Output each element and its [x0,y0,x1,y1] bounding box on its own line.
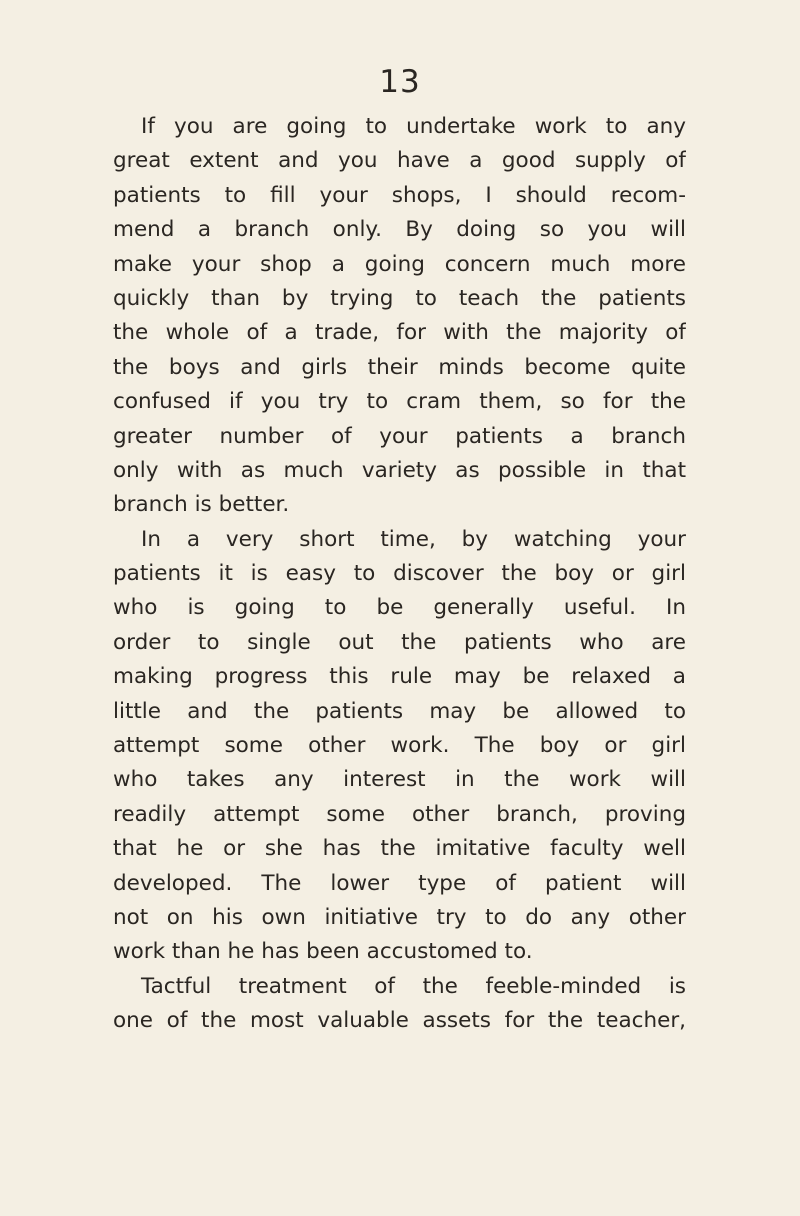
text-line: that he or she has the imitative faculty well [113,836,686,862]
page-number: 13 [379,64,421,100]
text-line: great extent and you have a good supply of [113,148,686,174]
text-line: If you are going to undertake work to any [141,114,686,139]
text-line: mend a branch only. By doing so you will [113,217,686,243]
text-line: order to single out the patients who are [113,629,686,655]
text-line: work than he has been accustomed to. [113,939,533,965]
text-line: Tactful treatment of the feeble-minded is [141,973,686,999]
text-line: branch is better. [113,492,290,518]
text-line: only with as much variety as possible in that [113,457,686,483]
text-line: developed. The lower type of patient will [113,870,686,896]
text-line: greater number of your patients a branch [113,423,686,449]
text-line: attempt some other work. The boy or girl [113,733,686,759]
text-line: little and the patients may be allowed to [113,698,686,724]
text-line: In a very short time, by watching your [141,526,686,552]
text-line: quickly than by trying to teach the patients [113,285,686,311]
text-line: readily attempt some other branch, proving [113,801,686,827]
text-line: make your shop a going concern much more [113,251,686,277]
body-text [113,110,686,1039]
text-line: who is going to be generally useful. In [113,595,686,621]
text-line: the whole of a trade, for with the majority of [113,320,686,346]
text-line: patients to fill your shops, I should recom- [113,182,686,208]
text-line: not on his own initiative try to do any other [113,904,686,930]
text-line: confused if you try to cram them, so for the [113,389,686,415]
text-line: patients it is easy to discover the boy or girl [113,561,686,587]
text-line: who takes any interest in the work will [113,767,686,793]
text-line: the boys and girls their minds become quite [113,354,686,380]
text-line: one of the most valuable assets for the teacher, [113,1008,686,1034]
text-line: making progress this rule may be relaxed a [113,664,686,690]
